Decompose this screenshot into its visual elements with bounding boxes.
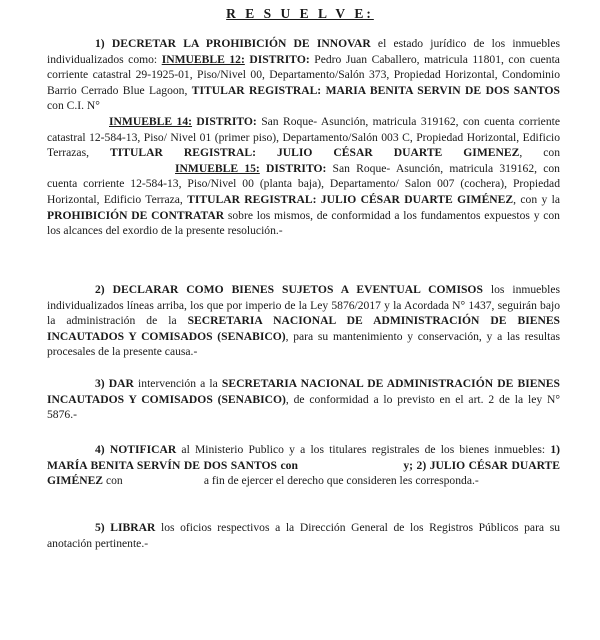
registered-owner-2: TITULAR REGISTRAL: JULIO CÉSAR DUARTE GIMENEZ [110,146,520,160]
prohibition-to-contract: PROHIBICIÓN DE CONTRATAR [47,208,225,222]
resolution-heading: R E S U E L V E: [226,6,374,21]
item-2-entity: SECRETARIA NACIONAL DE ADMINISTRACIÓN DE BIENES INCAUTADOS Y COMISADOS (SENABICO) [47,314,561,343]
registered-owner-3: TITULAR REGISTRAL: JULIO CÉSAR DUARTE GIMÉNEZ [187,192,514,206]
item-4-action: 4) NOTIFICAR [95,443,177,456]
resolution-item-4: 4) NOTIFICAR al Ministerio Publico y a los titulares registrales de los bienes inmuebles: 1) MARÍA BENITA SERVÍN DE DOS SANTOS con y; 2) JULIO CÉSAR DUARTE GIMÉNEZ con a fin de ejercer el derecho que consideren les corresponda.- [47,443,560,488]
notified-owner-1: 1) MARÍA BENITA SERVÍN DE DOS SANTOS con [47,443,560,472]
resolution-item-5: 5) LIBRAR los oficios respectivos a la Dirección General de los Registros Públicos para su anotación pertinente.- [47,521,561,550]
registered-owner-1: TITULAR REGISTRAL: MARIA BENITA SERVIN DE DOS SANTOS [191,83,560,97]
resolution-item-3: 3) DAR intervención a la SECRETARIA NACIONAL DE ADMINISTRACIÓN DE BIENES INCAUTADOS Y COMISADOS (SENABICO), de conformidad a lo previsto en el art. 2 de la ley N° 5876.- [47,377,560,422]
property-14-label: INMUEBLE 14: [109,114,193,128]
item-3-action: 3) DAR [95,377,134,390]
item-5-action: 5) LIBRAR [95,521,156,534]
resolution-item-1: 1) DECRETAR LA PROHIBICIÓN DE INNOVAR el estado jurídico de los inmuebles individualizados como: INMUEBLE 12: DISTRITO: Pedro Juan Caballero, matricula 11801, con cuenta corriente catastral 29-1925-01, Piso/Nivel 00, Departamento/Salón 373, Propiedad Horizontal, Condominio Barrio Cerrado Blue Lagoon, TITULAR REGISTRAL: MARIA BENITA SERVIN DE DOS SANTOS con C.I. N° INMUEBLE 14: DISTRITO: San Roque- Asunción, matricula 319162, con cuenta corriente catastral 12-584-13, Piso/ Nivel 01 (primer piso), Departamento/Salón 003 C, Propiedad Horizontal, Edificio Terrazas, TITULAR REGISTRAL: JULIO CÉSAR DUARTE GIMENEZ, con INMUEBLE 15: DISTRITO: San Roque- Asunción, matricula 319162, con cuenta corriente 12-584-13, Piso/Nivel 00 (planta baja), Departamento/ Salon 007 (cochera), Propiedad Horizontal, Edificio Terraza, TITULAR REGISTRAL: JULIO CÉSAR DUARTE GIMÉNEZ, con y la PROHIBICIÓN DE CONTRATAR sobre los mismos, de conformidad a los fundamentos expuestos y con los alcances del exordio de la presente resolución.- [47,37,560,238]
notified-owner-2: y; 2) JULIO CÉSAR DUARTE GIMÉNEZ [47,458,560,488]
property-12-label: INMUEBLE 12: [161,52,245,66]
property-15-label: INMUEBLE 15: [175,161,260,175]
item-2-action: 2) DECLARAR COMO BIENES SUJETOS A EVENTUAL COMISOS [95,283,483,296]
item-1-action: 1) DECRETAR LA PROHIBICIÓN DE INNOVAR [95,37,371,50]
item-3-entity: SECRETARIA NACIONAL DE ADMINISTRACIÓN DE BIENES INCAUTADOS Y COMISADOS (SENABICO) [47,377,560,406]
resolution-item-2: 2) DECLARAR COMO BIENES SUJETOS A EVENTUAL COMISOS los inmuebles individualizados líneas arriba, los que por imperio de la Ley 5876/2017 y la Acordada N° 1437, seguirán bajo la administración de la SECRETARIA NACIONAL DE ADMINISTRACIÓN DE BIENES INCAUTADOS Y COMISADOS (SENABICO), para su mantenimiento y conservación, y a las resultas procesales de la presente causa.- [47,283,561,359]
